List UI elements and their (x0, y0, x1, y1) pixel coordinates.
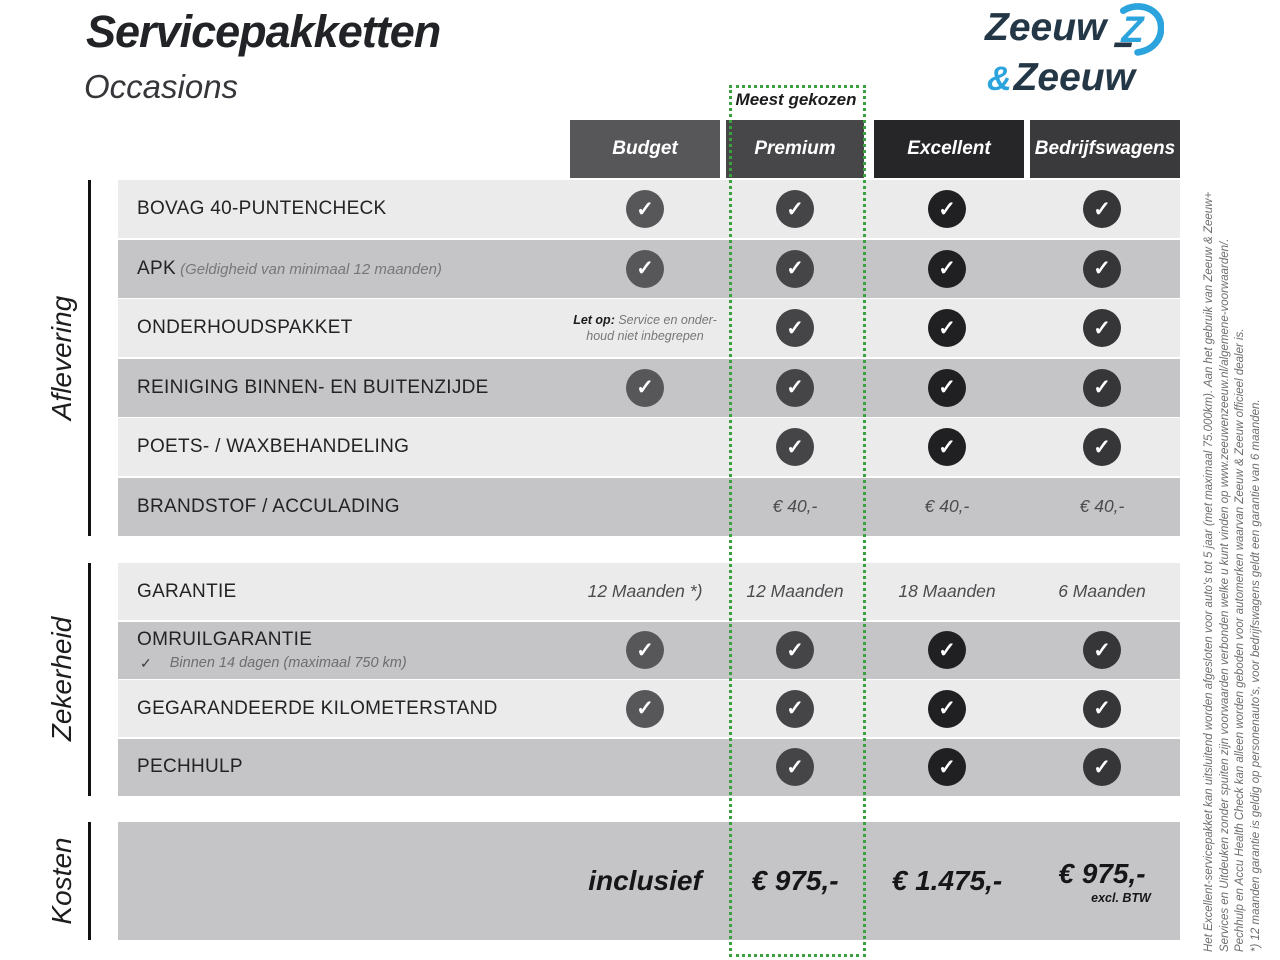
check-icon: ✓ (938, 376, 956, 399)
row-label: GEGARANDEERDE KILOMETERSTAND (137, 697, 498, 719)
check-badge (1083, 690, 1121, 728)
check-badge (928, 369, 966, 407)
table-row (118, 180, 1180, 238)
row-label-cell (118, 739, 570, 796)
check-badge (626, 250, 664, 288)
cost-value: € 1.475,- (891, 865, 1003, 896)
cost-subnote: excl. BTW (1091, 890, 1151, 905)
check-badge (928, 190, 966, 228)
row-label-cell (118, 418, 570, 476)
logo-ampersand: & (987, 60, 1012, 98)
table-cell-excellent (870, 359, 1024, 417)
table-row (118, 240, 1180, 298)
check-icon: ✓ (1093, 376, 1111, 399)
fine-print (1202, 96, 1264, 952)
check-badge (776, 190, 814, 228)
cost-cell-budget (570, 822, 720, 940)
check-icon: ✓ (1093, 638, 1111, 662)
table-row (118, 478, 1180, 536)
table-cell-premium (720, 359, 870, 417)
check-icon: ✓ (786, 755, 804, 779)
check-icon: ✓ (1093, 257, 1111, 280)
check-badge (1083, 631, 1121, 669)
table-cell-budget (570, 240, 720, 298)
table-row (118, 359, 1180, 417)
table-row (118, 418, 1180, 476)
check-icon: ✓ (786, 376, 804, 399)
row-label-cell (118, 240, 570, 298)
logo-word-top: Zeeuw (985, 6, 1107, 49)
fine-print-line: Het Excellent-servicepakket kan uitsluitend worden afgesloten voor auto's tot 5 jaar (met maximaal 75.000km). Aan het gebruik van Zeeuw & Zeeuw+ (1203, 191, 1215, 952)
check-icon: ✓ (1093, 197, 1111, 221)
row-label-note: (Geldigheid van minimaal 12 maanden) (175, 260, 442, 278)
row-label: POETS- / WAXBEHANDELING (137, 436, 410, 457)
check-icon: ✓ (786, 257, 804, 280)
cell-value: € 40,- (772, 496, 818, 516)
cost-row (118, 822, 1180, 940)
logo-bottom-line (987, 58, 1195, 97)
check-badge (928, 690, 966, 728)
table-cell-premium (720, 563, 870, 620)
check-badge (1083, 369, 1121, 407)
column-header-excellent: Excellent (874, 120, 1024, 178)
table-cell-bedrijfswagens (1024, 680, 1180, 737)
check-icon: ✓ (786, 197, 804, 221)
check-badge (626, 631, 664, 669)
check-badge (928, 748, 966, 786)
section-line-aflevering (88, 180, 91, 536)
table-cell-excellent (870, 418, 1024, 476)
section-line-zekerheid (88, 563, 91, 796)
check-badge (776, 369, 814, 407)
check-icon: ✓ (1093, 697, 1111, 720)
table-cell-excellent (870, 680, 1024, 737)
check-icon: ✓ (938, 257, 956, 280)
cost-row-label-spacer (118, 822, 570, 940)
table-cell-premium (720, 180, 870, 238)
table-row (118, 680, 1180, 737)
brand-logo (985, 8, 1195, 97)
table-row (118, 299, 1180, 357)
row-label: PECHHULP (137, 756, 243, 777)
cell-value: € 40,- (1079, 496, 1125, 516)
check-badge (776, 631, 814, 669)
check-icon: ✓ (636, 638, 654, 662)
table-cell-premium (720, 299, 870, 357)
table-cell-budget (570, 478, 720, 536)
table-cell-bedrijfswagens (1024, 299, 1180, 357)
row-label-cell (118, 359, 570, 417)
row-label: APK (Geldigheid van minimaal 12 maanden) (137, 257, 442, 279)
cell-value: 18 Maanden (898, 581, 996, 601)
column-header-budget: Budget (570, 120, 720, 178)
check-icon: ✓ (786, 697, 804, 720)
check-badge (626, 690, 664, 728)
check-badge (1083, 748, 1121, 786)
table-cell-premium (720, 418, 870, 476)
check-badge (776, 748, 814, 786)
check-badge (776, 428, 814, 466)
table-cell-budget (570, 563, 720, 620)
check-icon: ✓ (786, 316, 804, 340)
cost-cell-premium (720, 822, 870, 940)
table-cell-excellent (870, 622, 1024, 679)
row-label-cell (118, 622, 570, 679)
check-icon: ✓ (1093, 755, 1111, 779)
check-icon: ✓ (786, 638, 804, 662)
check-icon: ✓ (636, 697, 654, 720)
page-subtitle: Occasions (84, 68, 239, 105)
check-badge (776, 309, 814, 347)
row-label-cell (118, 180, 570, 238)
check-icon: ✓ (938, 197, 956, 221)
column-header-bedrijfswagens: Bedrijfswagens (1030, 120, 1180, 178)
check-icon: ✓ (636, 257, 654, 280)
check-icon: ✓ (938, 435, 956, 459)
budget-note-emphasis: Let op: (573, 312, 619, 327)
section-rows-aflevering (118, 180, 1180, 537)
cost-value: € 975,- (751, 865, 839, 896)
check-badge (626, 190, 664, 228)
check-badge (1083, 309, 1121, 347)
meest-gekozen-badge: Meest gekozen (735, 90, 857, 109)
check-badge (1083, 190, 1121, 228)
fine-print-line: Services en Uitdeuken zonder spuiten zijn voorwaarden verbonden welke u kunt vinden op www.zeeuwenzeeuw.nl/algemene-voorwaarden/. (1218, 238, 1231, 952)
page-title: Servicepakketten (86, 6, 441, 57)
check-badge (1083, 428, 1121, 466)
table-cell-budget (570, 680, 720, 737)
row-sublabel: ✓ Binnen 14 dagen (maximaal 750 km) (140, 654, 407, 671)
table-cell-premium (720, 240, 870, 298)
table-cell-excellent (870, 478, 1024, 536)
cost-value: inclusief (588, 865, 702, 896)
row-label-cell (118, 478, 570, 536)
fine-print-line: *) 12 maanden garantie is geldig op personenauto's, voor bedrijfswagens geldt een garantie van 6 maanden. (1249, 399, 1262, 952)
check-badge (776, 690, 814, 728)
check-badge (776, 250, 814, 288)
row-label: OMRUILGARANTIE (137, 628, 313, 650)
check-icon: ✓ (938, 316, 956, 340)
check-badge (928, 309, 966, 347)
column-header-premium: Premium (726, 120, 864, 178)
table-cell-budget (570, 359, 720, 417)
row-label: REINIGING BINNEN- EN BUITENZIJDE (137, 376, 489, 398)
table-cell-premium (720, 680, 870, 737)
table-cell-bedrijfswagens (1024, 622, 1180, 679)
table-cell-budget (570, 622, 720, 679)
cell-value: 12 Maanden *) (587, 581, 703, 601)
cost-cell-excellent (870, 822, 1024, 940)
check-badge (928, 250, 966, 288)
table-cell-bedrijfswagens (1024, 478, 1180, 536)
cell-value: 12 Maanden (746, 581, 844, 601)
section-label-text: Zekerheid (46, 616, 77, 742)
table-cell-excellent (870, 563, 1024, 620)
section-line-kosten (88, 822, 91, 940)
row-label-cell (118, 563, 570, 620)
table-cell-bedrijfswagens (1024, 240, 1180, 298)
check-icon: ✓ (1093, 316, 1111, 340)
table-cell-bedrijfswagens (1024, 563, 1180, 620)
check-badge (1083, 250, 1121, 288)
table-cell-budget (570, 739, 720, 796)
table-cell-excellent (870, 180, 1024, 238)
section-rows-kosten (118, 822, 1180, 940)
table-cell-excellent (870, 299, 1024, 357)
table-cell-bedrijfswagens (1024, 418, 1180, 476)
check-icon: ✓ (636, 376, 654, 399)
table-cell-budget (570, 418, 720, 476)
table-cell-premium (720, 478, 870, 536)
table-row (118, 622, 1180, 679)
check-badge (928, 631, 966, 669)
row-label: BOVAG 40-PUNTENCHECK (137, 198, 387, 219)
table-cell-premium (720, 622, 870, 679)
cost-cell-bedrijfswagens (1024, 822, 1180, 940)
table-cell-bedrijfswagens (1024, 739, 1180, 796)
row-label-cell (118, 680, 570, 737)
check-icon: ✓ (786, 435, 804, 459)
check-icon: ✓ (938, 697, 956, 720)
check-badge (928, 428, 966, 466)
table-cell-excellent (870, 240, 1024, 298)
check-badge (626, 369, 664, 407)
budget-note: Let op: Service en onder- houd niet inbegrepen (573, 312, 717, 343)
table-row (118, 563, 1180, 620)
z-swoosh-icon (1108, 2, 1164, 56)
row-label: GARANTIE (137, 580, 237, 602)
row-label: ONDERHOUDSPAKKET (137, 317, 353, 338)
check-icon: ✓ (938, 755, 956, 779)
logo-top-line (985, 8, 1195, 56)
cost-value: € 975,- (1058, 857, 1146, 889)
section-label-text: Kosten (46, 837, 77, 925)
table-cell-bedrijfswagens (1024, 180, 1180, 238)
table-cell-excellent (870, 739, 1024, 796)
svg-text:Z: Z (1121, 9, 1145, 51)
cell-value: 6 Maanden (1058, 581, 1146, 601)
row-label-cell (118, 299, 570, 357)
check-icon: ✓ (636, 197, 654, 221)
table-cell-budget (570, 299, 720, 357)
cell-value: € 40,- (924, 496, 970, 516)
section-rows-zekerheid (118, 563, 1180, 797)
table-cell-premium (720, 739, 870, 796)
table-row (118, 739, 1180, 796)
fine-print-line: Pechhulp en Accu Health Check kan alleen worden geboden voor automerken waarvan Zeeuw & Zeeuw officieel dealer is. (1234, 328, 1246, 952)
small-check-icon: ✓ (140, 654, 152, 671)
check-icon: ✓ (938, 638, 956, 662)
table-cell-budget (570, 180, 720, 238)
section-label-text: Aflevering (46, 295, 77, 421)
logo-word-bottom: Zeeuw (1013, 56, 1135, 99)
check-icon: ✓ (1093, 435, 1111, 459)
row-label: BRANDSTOF / ACCULADING (137, 495, 400, 517)
table-cell-bedrijfswagens (1024, 359, 1180, 417)
